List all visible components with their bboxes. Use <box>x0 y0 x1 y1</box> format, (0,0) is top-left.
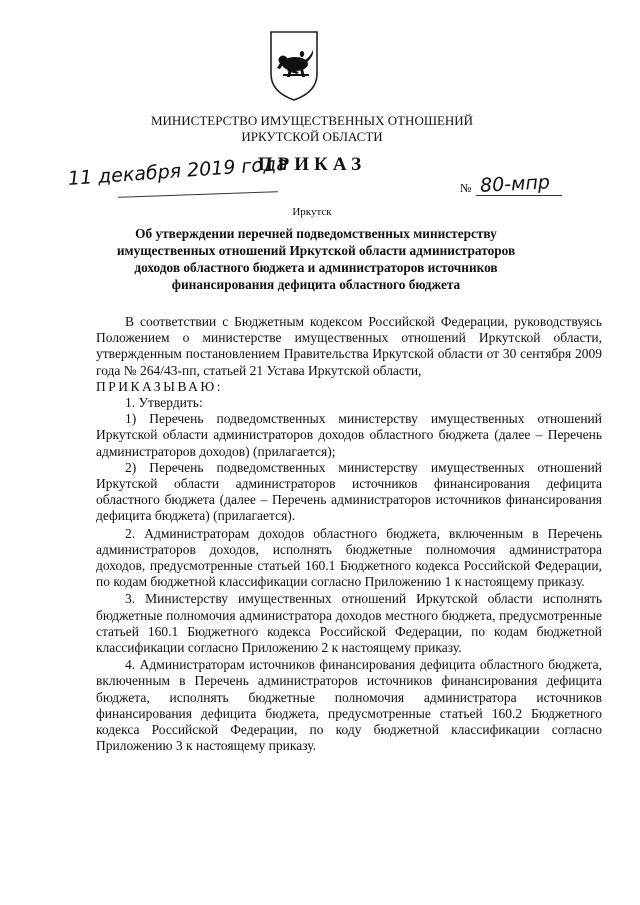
ministry-name-line1: МИНИСТЕРСТВО ИМУЩЕСТВЕННЫХ ОТНОШЕНИЙ <box>150 113 474 128</box>
handwritten-number: 80-мпр <box>479 171 551 197</box>
item-4: 4. Администраторам источников финансирования дефицита областного бюджета, включенным в Перечень администраторов источников финансирования дефицита бюджета, исполнять бюджетные полномочия администратора источников финансирования дефицита бюджета, предусмотренные статьей 160.2 Бюджетного кодекса Российской Федерации, по коду бюджетной классификации согласно Приложению 3 к настоящему приказу. <box>96 657 602 754</box>
city-name: Иркутск <box>292 206 332 218</box>
coat-of-arms-icon <box>269 30 319 102</box>
ministry-name-line2: ИРКУТСКОЙ ОБЛАСТИ <box>241 129 383 144</box>
ministry-name <box>0 113 624 145</box>
item-1: 1. Утвердить: <box>125 395 203 411</box>
order-word: ПРИКАЗЫВАЮ: <box>96 378 223 394</box>
order-body <box>96 314 602 754</box>
preamble-paragraph: В соответствии с Бюджетным кодексом Российской Федерации, руководствуясь Положением о министерстве имущественных отношений Иркутской области, утвержденным постановлением Правительства Иркутской области от 30 сентября 2009 года № 264/43-пп, статьей 21 Устава Иркутской области, <box>96 314 602 378</box>
item-3: 3. Министерству имущественных отношений Иркутской области исполнять бюджетные полномочия администратора доходов местного бюджета, предусмотренные статьей 160.1 Бюджетного кодекса Российской Федерации, по кодам бюджетной классификации согласно Приложению 2 к настоящему приказу. <box>96 591 602 656</box>
number-label: № <box>460 181 472 195</box>
handwritten-date: 11 декабря 2019 года <box>67 152 289 190</box>
item-2: 2. Администраторам доходов областного бюджета, включенным в Перечень администраторов доходов, исполнять бюджетные полномочия администратора доходов, предусмотренные статьей 160.1 Бюджетного кодекса Российской Федерации, по кодам бюджетной классификации согласно Приложению 1 к настоящему приказу. <box>96 525 602 590</box>
date-underline <box>118 191 278 198</box>
document-type-title: ПРИКАЗ <box>257 154 367 175</box>
item-1-1: 1) Перечень подведомственных министерству имущественных отношений Иркутской области администраторов доходов областного бюджета (далее – Перечень администраторов доходов) (прилагается); <box>96 411 602 459</box>
item-1-2: 2) Перечень подведомственных министерству имущественных отношений Иркутской области администраторов источников финансирования дефицита областного бюджета (далее – Перечень администраторов источников финансирования дефицита бюджета) (прилагается). <box>96 459 602 524</box>
order-subject: Об утверждении перечней подведомственных министерству имущественных отношений Иркутской области администраторов доходов областного бюджета и администраторов источников финансирования дефицита областного бюджета <box>116 226 516 292</box>
